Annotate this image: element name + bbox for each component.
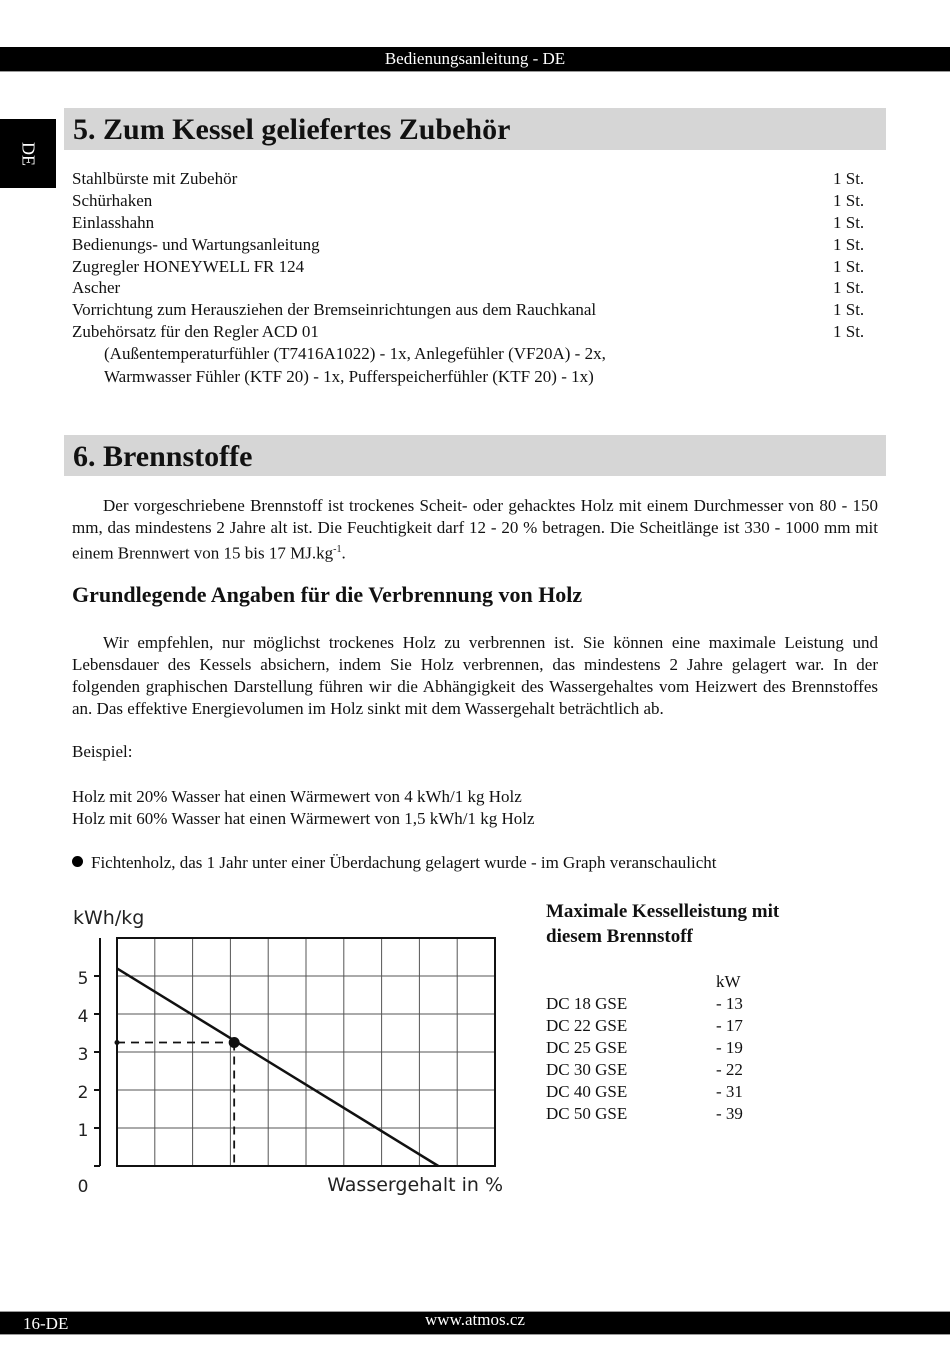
model-cell: DC 40 GSE [546, 1082, 628, 1101]
example-line: Holz mit 20% Wasser hat einen Wärmewert von 4 kWh/1 kg Holz [72, 787, 522, 806]
language-tab [0, 119, 56, 188]
accessory-detail-line: (Außentemperaturfühler (T7416A1022) - 1x, Anlegefühler (VF20A) - 2x, [104, 344, 606, 364]
fuel-paragraph [72, 495, 878, 565]
unit-header: kW [716, 972, 741, 991]
model-cell: DC 25 GSE [546, 1038, 628, 1057]
item-name: Stahlbürste mit Zubehör [72, 169, 238, 188]
item-qty: 1 St. [833, 234, 865, 254]
series-line [117, 968, 438, 1166]
table-row [546, 993, 806, 1015]
language-tab-label: DE [18, 141, 39, 166]
page-number: 16-DE [23, 1314, 69, 1333]
list-item [72, 299, 872, 321]
chart-series [115, 968, 439, 1166]
value-cell: - 17 [716, 1016, 743, 1035]
table-row [546, 1059, 806, 1081]
accessories-list [72, 168, 872, 388]
item-name: Vorrichtung zum Herausziehen der Bremseinrichtungen aus dem Rauchkanal [72, 300, 597, 320]
table-header-row [546, 971, 806, 993]
y-axis-label: kWh/kg [73, 907, 145, 929]
item-qty: 1 St. [833, 190, 865, 210]
model-cell: DC 30 GSE [546, 1060, 628, 1079]
value-cell: - 22 [716, 1060, 743, 1079]
item-qty: 1 St. [833, 169, 865, 188]
header-title: Bedienungsanleitung - DE [384, 49, 566, 68]
y-tick-label: 1 [77, 1121, 89, 1141]
list-item [72, 212, 872, 234]
recommendation-paragraph [72, 632, 878, 720]
section-5-title: 5. Zum Kessel geliefertes Zubehör [73, 113, 511, 146]
max-power-table [546, 971, 806, 1125]
accessory-detail-line: Warmwasser Fühler (KTF 20) - 1x, Pufferspeicherfühler (KTF 20) - 1x) [104, 366, 594, 386]
chart-grid [117, 938, 495, 1166]
list-item [72, 234, 872, 256]
chart-svg [60, 895, 520, 1205]
x-axis-label: Wassergehalt in % [327, 1174, 503, 1196]
item-qty: 1 St. [833, 300, 865, 320]
item-qty: 1 St. [833, 256, 865, 276]
max-power-heading-line: diesem Brennstoff [546, 926, 693, 947]
table-row [546, 1081, 806, 1103]
website-link[interactable]: www.atmos.cz [425, 1310, 525, 1329]
page-footer [0, 1311, 950, 1335]
list-item [72, 321, 872, 343]
table-row [546, 1103, 806, 1125]
section-5-heading-bar [64, 108, 886, 150]
y-tick-label: 0 [77, 1177, 89, 1197]
item-name: Bedienungs- und Wartungsanleitung [72, 234, 320, 254]
item-name: Zubehörsatz für den Regler ACD 01 [72, 322, 319, 342]
value-cell: - 13 [716, 994, 743, 1013]
example-label: Beispiel: [72, 742, 133, 761]
model-cell: DC 18 GSE [546, 994, 628, 1013]
list-item [72, 168, 872, 190]
list-item [72, 277, 872, 299]
value-cell: - 31 [716, 1082, 743, 1101]
superscript: -1 [333, 544, 342, 555]
item-qty: 1 St. [833, 212, 865, 232]
item-name: Einlasshahn [72, 212, 155, 232]
y-tick-label: 2 [77, 1083, 89, 1103]
heating-value-chart [60, 895, 520, 1205]
y-axis [78, 938, 100, 1197]
page-header [0, 47, 950, 72]
item-qty: 1 St. [833, 278, 865, 298]
recommendation-text: Wir empfehlen, nur möglichst trockenes Holz zu verbrennen ist. Sie können eine maximale Leistung und Lebensdauer des Kessels absichern, indem Sie Holz verbrennen, das mindestens 2 Jahre gelagert war. In der folgenden graphischen Darstellung führen wir die Abhängigkeit des Wassergehaltes vom Heizwert des Brennstoffes an. Das effektive Energievolumen im Holz sinkt mit dem Wassergehalt beträchtlich ab. [72, 633, 878, 718]
list-item [72, 190, 872, 212]
section-6-heading-bar [64, 435, 886, 476]
bullet-item [72, 852, 716, 874]
max-power-heading-line: Maximale Kesselleistung mit [546, 901, 780, 922]
model-cell: DC 22 GSE [546, 1016, 628, 1035]
period: . [341, 543, 346, 563]
fuel-paragraph-text: Der vorgeschriebene Brennstoff ist trockenes Scheit- oder gehacktes Holz mit einem Durchmesser von 80 - 150 mm, das mindestens 2 Jahre alt ist. Die Feuchtigkeit darf 12 - 20 % betragen. Die Scheitlänge ist 330 - 1000 mm mit einem Brennwert von 15 bis 17 MJ.kg [72, 496, 878, 563]
max-power-heading [546, 899, 779, 949]
example-line: Holz mit 60% Wasser hat einen Wärmewert von 1,5 kWh/1 kg Holz [72, 809, 535, 828]
item-name: Schürhaken [72, 190, 153, 210]
table-row [546, 1015, 806, 1037]
item-name: Ascher [72, 278, 121, 298]
y-tick-label: 4 [77, 1007, 89, 1027]
item-name: Zugregler HONEYWELL FR 124 [72, 256, 305, 276]
item-qty: 1 St. [833, 322, 865, 342]
y-tick-label: 3 [77, 1045, 89, 1065]
highlight-point [229, 1037, 240, 1048]
bullet-icon [72, 856, 83, 867]
section-6-title: 6. Brennstoffe [73, 440, 253, 473]
model-cell: DC 50 GSE [546, 1104, 628, 1123]
highlight-axis-marker [115, 1040, 120, 1045]
value-cell: - 39 [716, 1104, 743, 1123]
bullet-text: Fichtenholz, das 1 Jahr unter einer Überdachung gelagert wurde - im Graph veranschaulicht [91, 853, 717, 872]
combustion-subheading: Grundlegende Angaben für die Verbrennung von Holz [72, 582, 583, 607]
y-tick-label: 5 [77, 969, 89, 989]
list-item [72, 256, 872, 278]
value-cell: - 19 [716, 1038, 743, 1057]
table-row [546, 1037, 806, 1059]
